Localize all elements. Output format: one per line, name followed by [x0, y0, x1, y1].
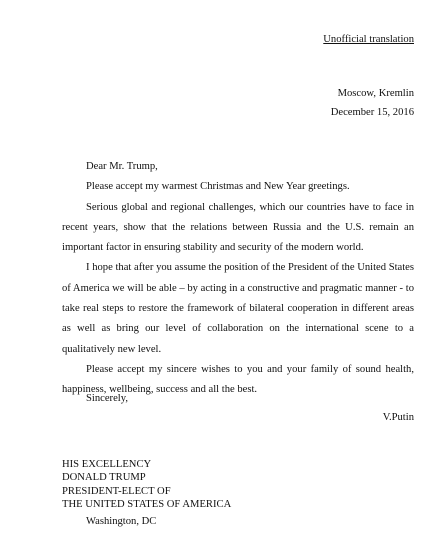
letter-closing: Sincerely, — [86, 393, 128, 404]
letter-greeting: Dear Mr. Trump, — [86, 161, 158, 172]
letter-date: December 15, 2016 — [330, 107, 414, 118]
paragraph-2: Serious global and regional challenges, which our countries have to face in recent years, show that the relations between Russia and the U.S. remain an important factor in ensuring stability and security of the modern world. — [62, 201, 414, 254]
recipient-city: Washington, DC — [86, 516, 157, 527]
paragraph-4: Please accept my sincere wishes to you and your family of sound health, happiness, wellbeing, success and all the best. — [62, 363, 414, 396]
recipient-line-3: PRESIDENT-ELECT OF — [62, 485, 171, 497]
letter-location: Moscow, Kremlin — [337, 88, 414, 99]
recipient-address — [62, 458, 231, 512]
translation-note: Unofficial translation — [323, 34, 414, 45]
letter-signature: V.Putin — [382, 412, 414, 423]
paragraph-1: Please accept my warmest Christmas and New Year greetings. — [86, 181, 350, 193]
letter-body — [62, 157, 414, 401]
recipient-line-2: DONALD TRUMP — [62, 472, 146, 484]
paragraph-3: I hope that after you assume the position of the President of the United States of America we will be able – by acting in a constructive and pragmatic manner - to take real steps to restore the framework of bilateral cooperation in different areas as well as bring our level of collaboration on the international scene to a qualitatively new level. — [62, 262, 414, 355]
recipient-line-1: HIS EXCELLENCY — [62, 459, 152, 470]
recipient-line-4: THE UNITED STATES OF AMERICA — [62, 499, 232, 511]
